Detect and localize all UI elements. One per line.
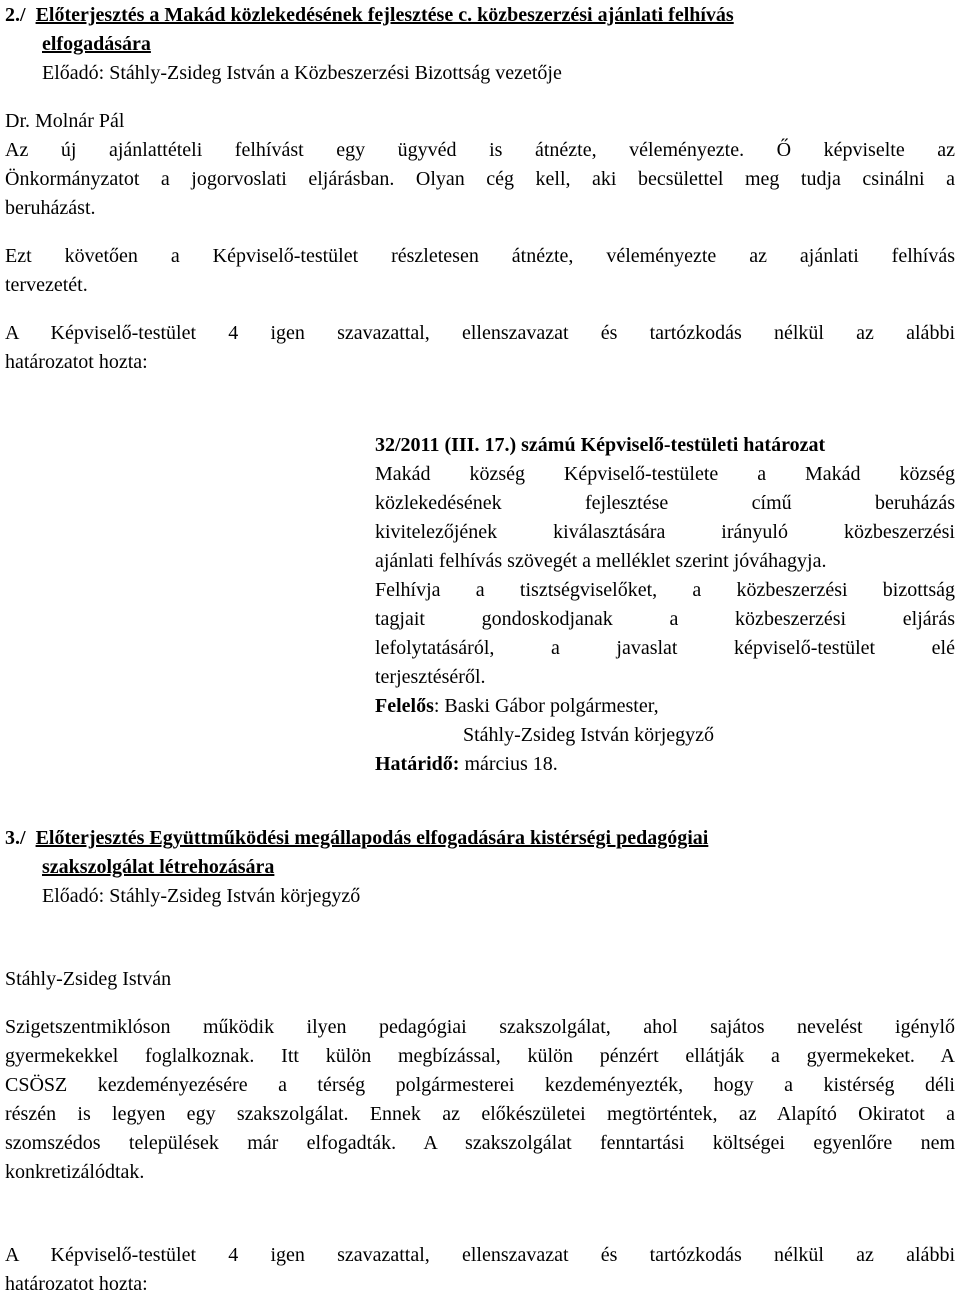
section-2-title-text: Előterjesztés a Makád közlekedésének fejlesztése c. közbeszerzési ajánlati felhívás (35, 4, 734, 26)
section-2-speaker: Dr. Molnár Pál (5, 110, 125, 132)
resolution-block (375, 431, 955, 779)
section-2-title-line1 (5, 1, 955, 30)
section-2-paragraph-1: Az új ajánlattételi felhívást egy ügyvéd is átnézte, véleményezte. Ő képviselte az Önkormányzatot a jogorvoslati eljárásban. Olyan cég kell, aki becsülettel meg tudja csinálni a beruházást. (5, 139, 955, 219)
resolution-responsible-2: Stáhly-Zsideg István körjegyző (463, 724, 715, 746)
section-3-number: 3./ (5, 827, 26, 849)
resolution-deadline (375, 750, 955, 779)
section-3-vote: A Képviselő-testület 4 igen szavazattal, ellenszavazat és tartózkodás nélkül az alábbi határozatot hozta: (5, 1244, 955, 1295)
section-2-number: 2./ (5, 4, 26, 26)
section-2-title-line2: elfogadására (42, 33, 151, 55)
section-3-title-line2: szakszolgálat létrehozására (42, 856, 275, 878)
section-3-presenter: Előadó: Stáhly-Zsideg István körjegyző (42, 885, 361, 907)
section-2-presenter: Előadó: Stáhly-Zsideg István a Közbeszerzési Bizottság vezetője (42, 62, 562, 84)
responsible-value: : Baski Gábor polgármester, (433, 695, 659, 717)
resolution-body-2: Felhívja a tisztségviselőket, a közbeszerzési bizottság tagjait gondoskodjanak a közbeszerzési eljárás lefolytatásáról, a javaslat képviselő-testület elé terjesztéséről. (375, 579, 955, 688)
section-3-paragraph-1: Szigetszentmiklóson működik ilyen pedagógiai szakszolgálat, ahol sajátos nevelést igénylő gyermekekkel foglalkoznak. Itt külön megbízással, külön pénzért ellátják a gyermekeket. A CSÖSZ kezdeményezésére a térség polgármesterei kezdeményezték, hogy a kistérség déli részén is legyen egy szakszolgálat. Ennek az előkészületei megtörténtek, az Alapító Okiratot a szomszédos települések már elfogadták. A szakszolgálat fenntartási költségei egyenlőre nem konkretizálódtak. (5, 1016, 955, 1183)
section-2 (5, 1, 955, 779)
resolution-title: 32/2011 (III. 17.) számú Képviselő-testületi határozat (375, 434, 826, 456)
section-2-vote: A Képviselő-testület 4 igen szavazattal, ellenszavazat és tartózkodás nélkül az alábbi határozatot hozta: (5, 322, 955, 373)
document-page (5, 1, 955, 1299)
deadline-label: Határidő: (375, 753, 460, 775)
responsible-label: Felelős (375, 695, 434, 717)
section-3-title-text: Előterjesztés Együttműködési megállapodás elfogadására kistérségi pedagógiai (35, 827, 709, 849)
deadline-value: március 18. (459, 753, 558, 775)
section-3-title-line1 (5, 824, 955, 853)
section-2-paragraph-2: Ezt követően a Képviselő-testület részletesen átnézte, véleményezte az ajánlati felhívás tervezetét. (5, 245, 955, 296)
resolution-responsible (375, 692, 955, 721)
resolution-body: Makád község Képviselő-testülete a Makád község közlekedésének fejlesztése című beruházás kivitelezőjének kiválasztására irányuló közbeszerzési ajánlati felhívás szövegét a melléklet szerint jóváhagyja. (375, 463, 955, 572)
section-3-speaker: Stáhly-Zsideg István (5, 968, 172, 990)
section-3 (5, 824, 955, 1299)
